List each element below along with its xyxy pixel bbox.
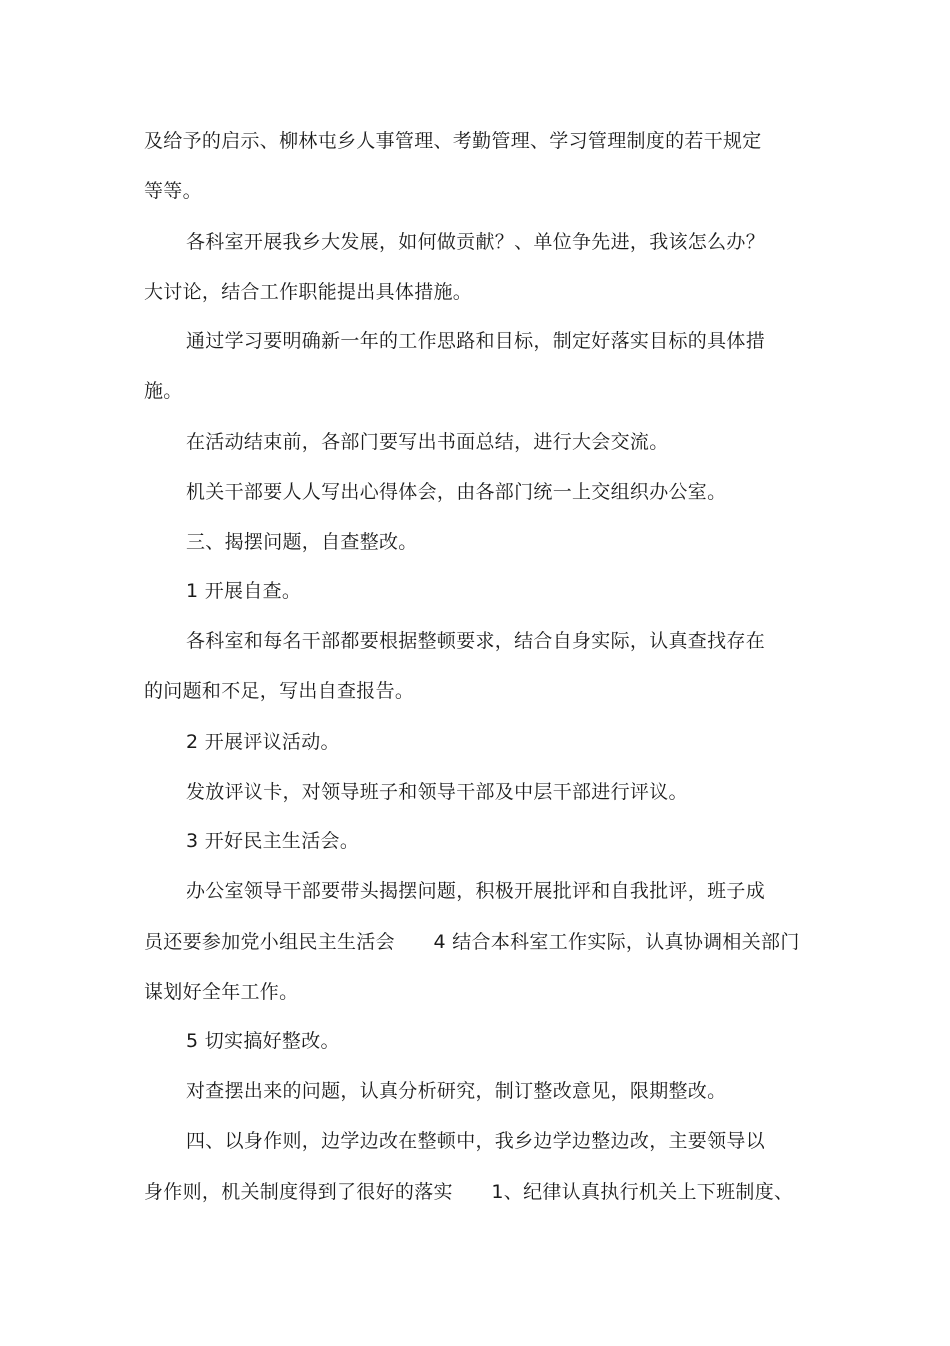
text-line-7: 在活动结束前，各部门要写出书面总结，进行大会交流。	[186, 431, 669, 453]
text-line-2: 等等。	[144, 180, 202, 202]
text-line-3: 各科室开展我乡大发展，如何做贡献？、单位争先进，我该怎么办？	[186, 231, 766, 253]
text-line-20: 对查摆出来的问题，认真分析研究，制订整改意见，限期整改。	[186, 1080, 727, 1102]
text-line-1: 及给予的启示、柳林屯乡人事管理、考勤管理、学习管理制度的若干规定	[144, 130, 762, 152]
text-line-5: 通过学习要明确新一年的工作思路和目标，制定好落实目标的具体措	[186, 330, 766, 352]
text-line-13: 2 开展评议活动。	[186, 731, 340, 753]
text-line-4: 大讨论，结合工作职能提出具体措施。	[144, 281, 473, 303]
text-line-14: 发放评议卡，对领导班子和领导干部及中层干部进行评议。	[186, 781, 688, 803]
text-line-6: 施。	[144, 380, 183, 402]
text-line-12: 的问题和不足，写出自查报告。	[144, 680, 415, 702]
text-line-8: 机关干部要人人写出心得体会，由各部门统一上交组织办公室。	[186, 481, 727, 503]
text-line-22: 身作则，机关制度得到了很好的落实 1、纪律认真执行机关上下班制度、	[144, 1181, 794, 1203]
text-line-18: 谋划好全年工作。	[144, 981, 299, 1003]
text-line-9: 三、揭摆问题，自查整改。	[186, 531, 418, 553]
text-line-19: 5 切实搞好整改。	[186, 1030, 340, 1052]
text-line-11: 各科室和每名干部都要根据整顿要求，结合自身实际，认真查找存在	[186, 630, 766, 652]
text-line-16: 办公室领导干部要带头揭摆问题，积极开展批评和自我批评，班子成	[186, 880, 766, 902]
text-line-21: 四、以身作则，边学边改在整顿中，我乡边学边整边改，主要领导以	[186, 1130, 766, 1152]
text-line-15: 3 开好民主生活会。	[186, 830, 360, 852]
text-line-10: 1 开展自查。	[186, 580, 302, 602]
text-line-17: 员还要参加党小组民主生活会 4 结合本科室工作实际，认真协调相关部门	[144, 931, 800, 953]
